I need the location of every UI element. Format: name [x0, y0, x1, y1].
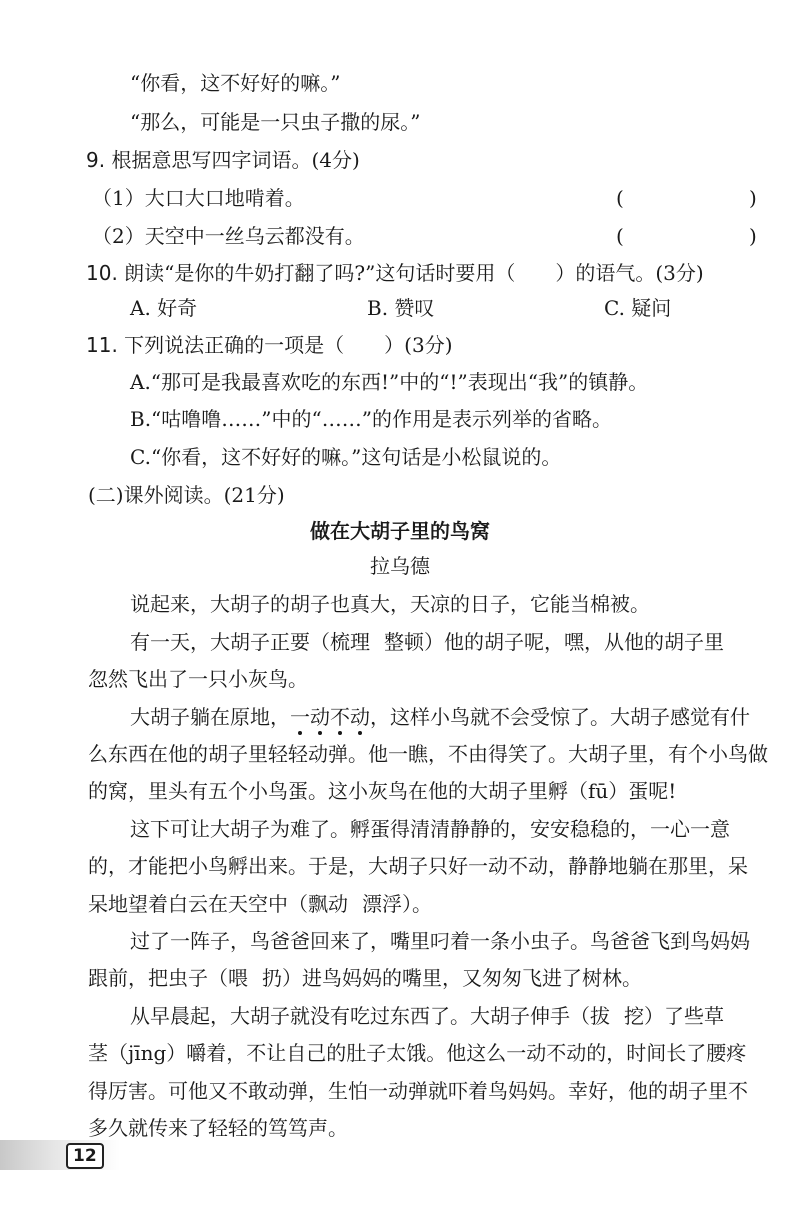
paragraph-line: 多久就传来了轻轻的笃笃声。	[88, 1116, 348, 1140]
answer-paren-open: (	[616, 224, 624, 248]
q9-item-1: （1）大口大口地啃着。	[92, 186, 305, 210]
paragraph-line: 的，才能把小鸟孵出来。于是，大胡子只好一动不动，静静地躺在那里，呆	[88, 854, 748, 878]
paragraph-line: 么东西在他的胡子里轻轻动弹。他一瞧，不由得笑了。大胡子里，有个小鸟做	[88, 742, 768, 766]
paragraph-line: 这下可让大胡子为难了。孵蛋得清清静静的，安安稳稳的，一心一意	[130, 817, 730, 841]
q9-item-2: （2）天空中一丝乌云都没有。	[92, 224, 365, 248]
question-10	[86, 259, 704, 287]
paragraph-line: 的窝，里头有五个小鸟蛋。这小灰鸟在他的大胡子里孵（fū）蛋呢!	[88, 779, 677, 803]
question-prompt-end: ）的语气。(3分)	[555, 261, 704, 285]
question-number: 9.	[86, 148, 106, 172]
paragraph-line	[88, 890, 432, 918]
passage-author: 拉乌德	[370, 554, 430, 578]
dialogue-line: “你看，这不好好的嘛。”	[130, 71, 341, 95]
emphasis-dot-char: 动	[350, 705, 370, 729]
paragraph-line	[130, 628, 724, 656]
answer-paren-close: )	[749, 186, 757, 210]
paragraph-text: 挖）了些草	[624, 1004, 724, 1028]
question-11	[86, 331, 453, 359]
answer-paren-open: (	[616, 186, 624, 210]
paragraph-text: 呆地望着白云在天空中（飘动	[88, 892, 348, 916]
answer-paren-close: )	[749, 224, 757, 248]
q11-option-c: C.“你看，这不好好的嘛。”这句话是小松鼠说的。	[130, 445, 562, 469]
paragraph-text: 大胡子躺在原地，	[130, 705, 290, 729]
question-number: 10.	[86, 261, 118, 285]
paragraph-text: 整顿）他的胡子呢，嘿，从他的胡子里	[384, 630, 724, 654]
paragraph-text: 从早晨起，大胡子就没有吃过东西了。大胡子伸手（拔	[130, 1004, 610, 1028]
paragraph-line: 忽然飞出了一只小灰鸟。	[88, 667, 308, 691]
paragraph-text: 漂浮）。	[362, 892, 432, 916]
paragraph-text: 跟前，把虫子（喂	[88, 966, 248, 990]
question-prompt: 朗读“是你的牛奶打翻了吗?”这句话时要用（	[124, 261, 516, 285]
emphasis-dot-char: 动	[310, 705, 330, 729]
passage-title: 做在大胡子里的鸟窝	[310, 519, 490, 543]
paragraph-line	[130, 1002, 724, 1030]
question-prompt: 根据意思写四字词语。(4分)	[111, 148, 360, 172]
q11-option-b: B.“咕噜噜……”中的“……”的作用是表示列举的省略。	[130, 407, 612, 431]
question-prompt: 下列说法正确的一项是（ ）(3分)	[124, 333, 453, 357]
q10-option-a: A. 好奇	[130, 296, 198, 320]
paragraph-line	[88, 964, 642, 992]
paragraph-line	[130, 703, 750, 731]
q10-option-c: C. 疑问	[604, 296, 672, 320]
paragraph-text: 扔）进鸟妈妈的嘴里，又匆匆飞进了树林。	[262, 966, 642, 990]
paragraph-line: 得厉害。可他又不敢动弹，生怕一动弹就吓着鸟妈妈。幸好，他的胡子里不	[88, 1079, 748, 1103]
paragraph-text: ，这样小鸟就不会受惊了。大胡子感觉有什	[370, 705, 750, 729]
paragraph-line: 说起来，大胡子的胡子也真大，天凉的日子，它能当棉被。	[130, 592, 650, 616]
emphasis-dot-char: 不	[330, 705, 350, 729]
q10-option-b: B. 赞叹	[367, 296, 435, 320]
section-heading: (二)课外阅读。(21分)	[88, 483, 285, 507]
question-number: 11.	[86, 333, 118, 357]
paragraph-text: 有一天，大胡子正要（梳理	[130, 630, 370, 654]
emphasis-dot-char: 一	[290, 705, 310, 729]
page-number: 12	[66, 1143, 104, 1169]
question-9	[86, 146, 360, 174]
q11-option-a: A.“那可是我最喜欢吃的东西!”中的“!”表现出“我”的镇静。	[130, 370, 649, 394]
paragraph-line: 过了一阵子，鸟爸爸回来了，嘴里叼着一条小虫子。鸟爸爸飞到鸟妈妈	[130, 929, 750, 953]
paragraph-line: 茎（jīng）嚼着，不让自己的肚子太饿。他这么一动不动的，时间长了腰疼	[88, 1041, 747, 1065]
dialogue-line: “那么，可能是一只虫子撒的尿。”	[130, 110, 421, 134]
